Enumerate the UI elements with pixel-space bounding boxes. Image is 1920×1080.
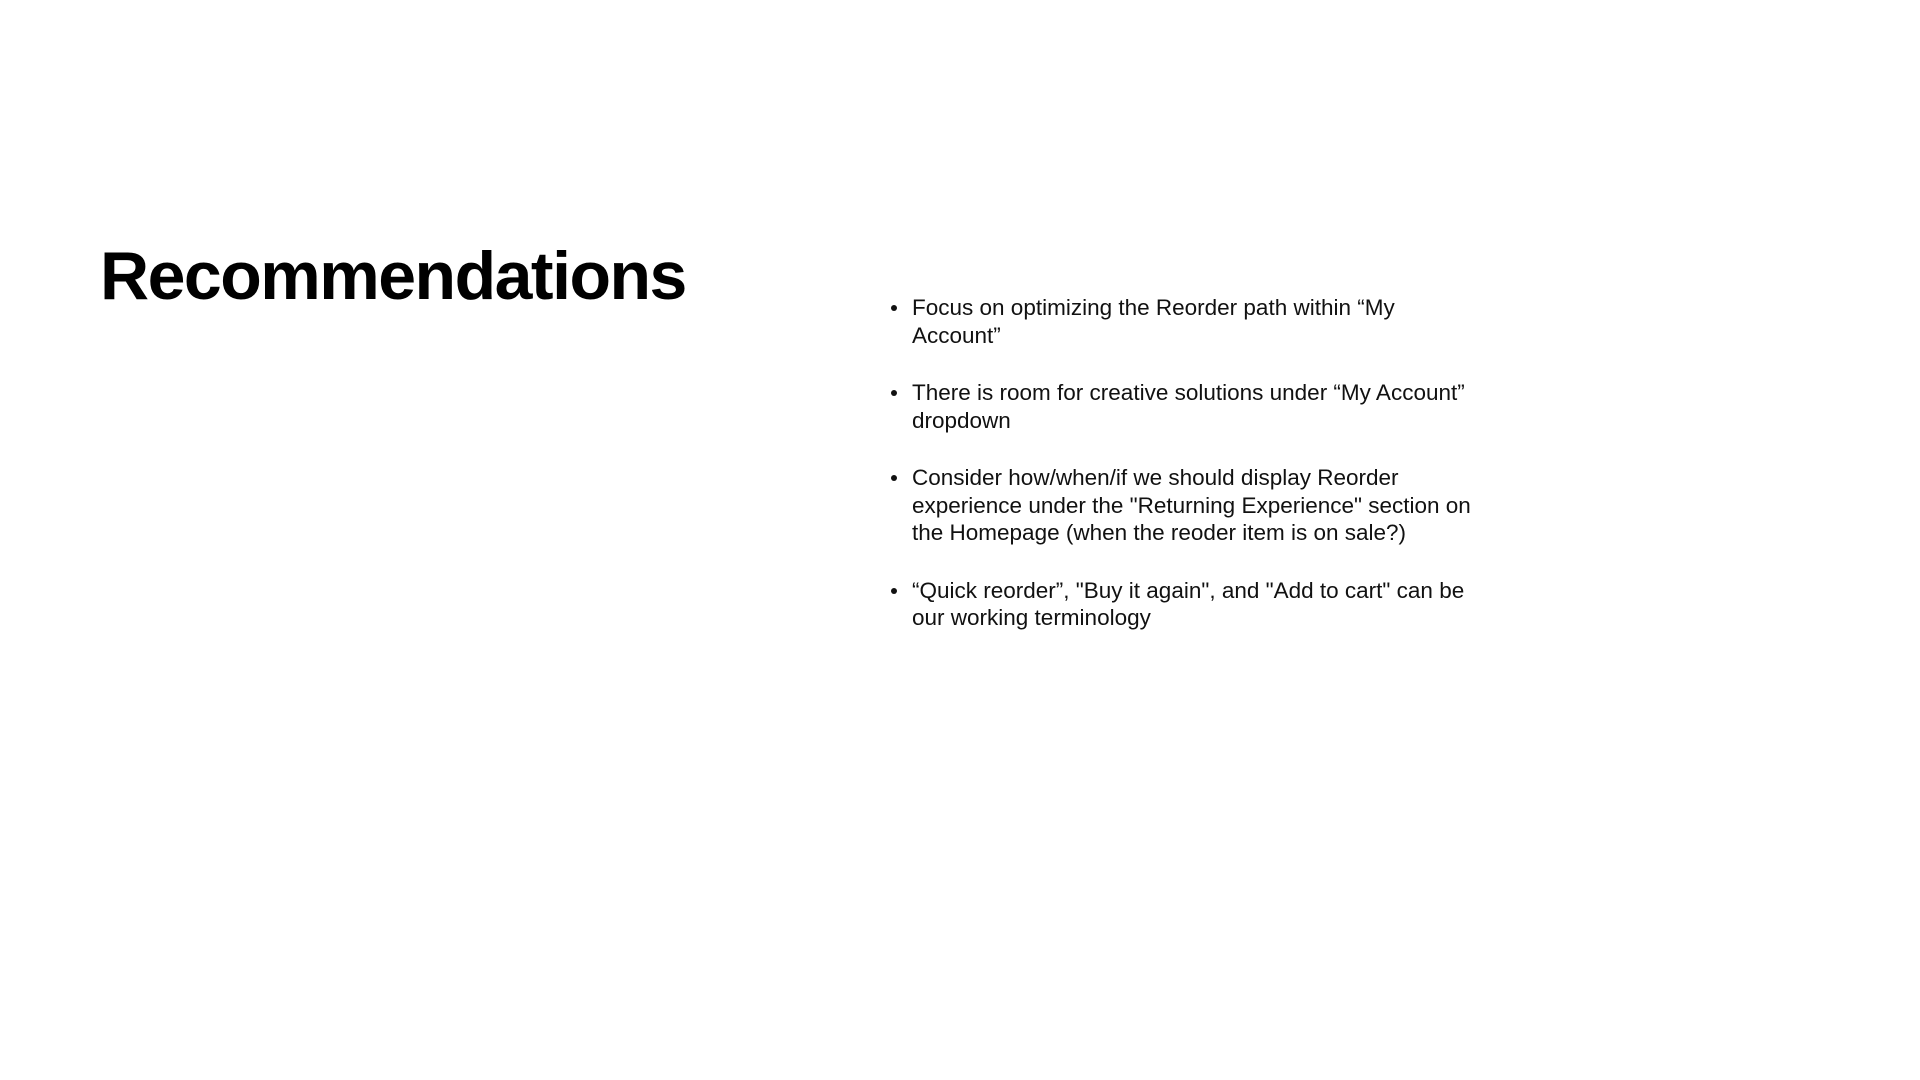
list-item [888, 464, 1488, 547]
recommendations-list [888, 294, 1488, 662]
bullet-icon [891, 305, 897, 311]
list-item [888, 379, 1488, 434]
list-item [888, 577, 1488, 632]
list-item [888, 294, 1488, 349]
list-item-text: There is room for creative solutions under “My Account” dropdown [912, 380, 1465, 433]
bullet-icon [891, 588, 897, 594]
list-item-text: “Quick reorder”, "Buy it again", and "Add to cart" can be our working terminology [912, 577, 1465, 630]
list-item-text: Focus on optimizing the Reorder path within “My Account” [912, 295, 1395, 348]
slide-title: Recommendations [100, 238, 686, 314]
bullet-icon [891, 475, 897, 481]
bullet-icon [891, 390, 897, 396]
list-item-text: Consider how/when/if we should display Reorder experience under the "Returning Experience" section on the Homepage (when the reoder item is on sale?) [912, 465, 1471, 545]
